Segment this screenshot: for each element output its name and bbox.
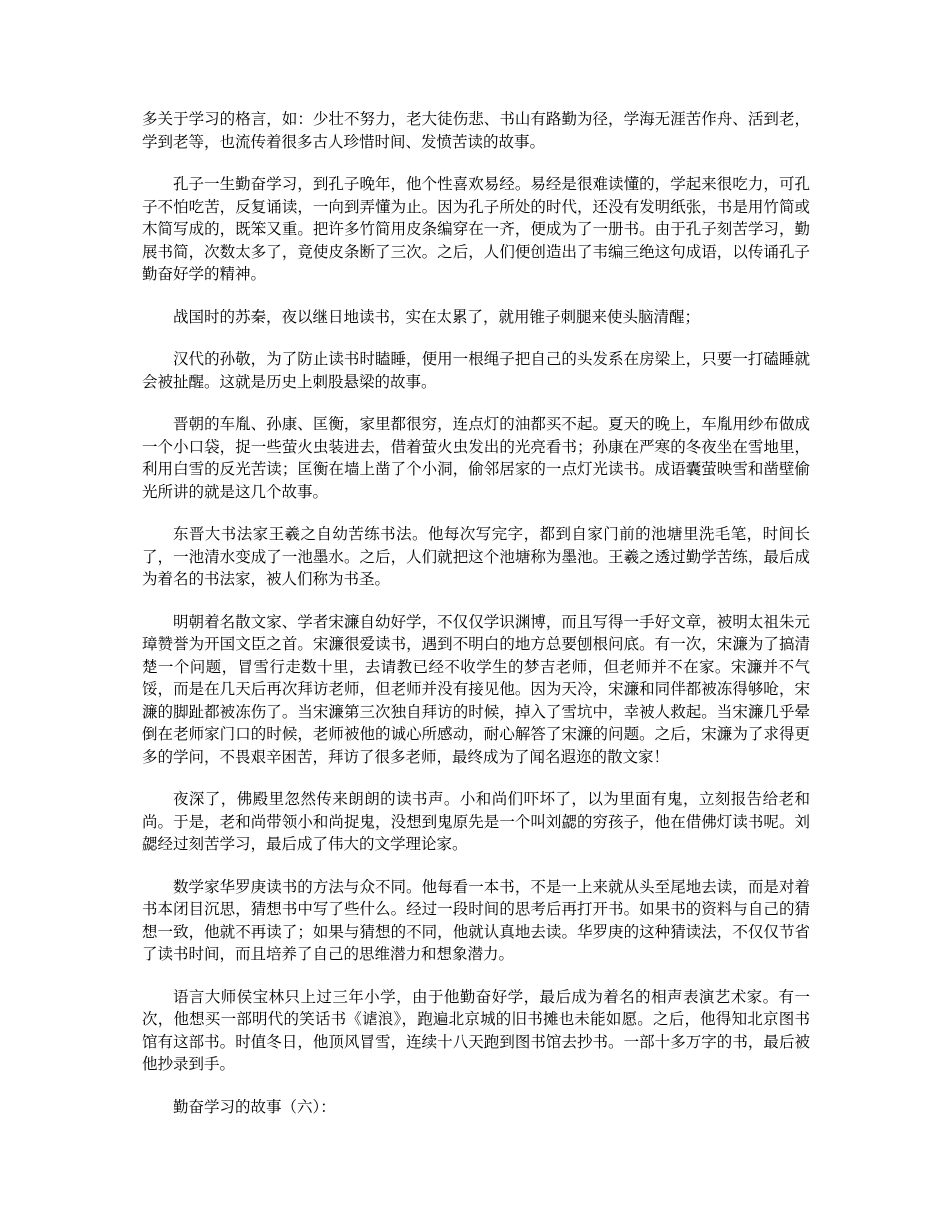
paragraph-liu-xie: 夜深了，佛殿里忽然传来朗朗的读书声。小和尚们吓坏了，以为里面有鬼，立刻报告给老和尚。于是，老和尚带领小和尚捉鬼，没想到鬼原先是一个叫刘勰的穷孩子，他在借佛灯读书呢。刘勰经过刻苦学习，最后成了伟大的文学理论家。 [142,790,810,853]
document-page [142,108,810,1138]
paragraph-su-qin: 战国时的苏秦，夜以继日地读书，实在太累了，就用锥子刺腿来使头脑清醒； [173,307,701,326]
paragraph-hua-luogeng: 数学家华罗庚读书的方法与众不同。他每看一本书，不是一上来就从头至尾地去读，而是对着书本闭目沉思，猜想书中写了些什么。经过一段时间的思考后再打开书。如果书的资料与自己的猜想一致，他就不再读了；如果与猜想的不同，他就认真地去读。华罗庚的这种猜读法，不仅仅节省了读书时间，而且培养了自己的思维潜力和想象潜力。 [142,877,810,963]
paragraph-song-lian: 明朝着名散文家、学者宋濂自幼好学，不仅仅学识渊博，而且写得一手好文章，被明太祖朱元璋赞誉为开国文臣之首。宋濂很爱读书，遇到不明白的地方总要刨根问底。有一次，宋濂为了搞清楚一个问题，冒雪行走数十里，去请教已经不收学生的梦吉老师，但老师并不在家。宋濂并不气馁，而是在几天后再次拜访老师，但老师并没有接见他。因为天冷，宋濂和同伴都被冻得够呛，宋濂的脚趾都被冻伤了。当宋濂第三次独自拜访的时候，掉入了雪坑中，幸被人救起。当宋濂几乎晕倒在老师家门口的时候，老师被他的诚心所感动，耐心解答了宋濂的问题。之后，宋濂为了求得更多的学问，不畏艰辛困苦，拜访了很多老师，最终成为了闻名遐迩的散文家！ [142,612,810,766]
paragraph-hou-baolin: 语言大师侯宝林只上过三年小学，由于他勤奋好学，最后成为着名的相声表演艺术家。有一次，他想买一部明代的笑话书《谑浪》，跑遍北京城的旧书摊也未能如愿。之后，他得知北京图书馆有这部书。时值冬日，他顶风冒雪，连续十八天跑到图书馆去抄书。一部十多万字的书，最后被他抄录到手。 [142,987,810,1073]
paragraph-confucius: 孔子一生勤奋学习，到孔子晚年，他个性喜欢易经。易经是很难读懂的，学起来很吃力，可孔子不怕吃苦，反复诵读，一向到弄懂为止。因为孔子所处的时代，还没有发明纸张，书是用竹简或木简写成的，既笨又重。把许多竹简用皮条编穿在一齐，便成为了一册书。由于孔子刻苦学习，勤展书简，次数太多了，竟使皮条断了三次。之后，人们便创造出了韦编三绝这句成语，以传诵孔子勤奋好学的精神。 [142,175,810,283]
section-heading-part-six: 勤奋学习的故事（六）： [173,1097,336,1116]
paragraph-intro-continued: 多关于学习的格言，如：少壮不努力，老大徒伤悲、书山有路勤为径，学海无涯苦作舟、活到老，学到老等，也流传着很多古人珍惜时间、发愤苦读的故事。 [142,110,810,151]
paragraph-che-yin-sun-kang-kuang-heng: 晋朝的车胤、孙康、匡衡，家里都很穷，连点灯的油都买不起。夏天的晚上，车胤用纱布做成一个小口袋，捉一些萤火虫装进去，借着萤火虫发出的光亮看书；孙康在严寒的冬夜坐在雪地里，利用白雪的反光苦读；匡衡在墙上凿了个小洞，偷邻居家的一点灯光读书。成语囊萤映雪和凿壁偷光所讲的就是这几个故事。 [142,415,810,501]
paragraph-wang-xizhi: 东晋大书法家王羲之自幼苦练书法。他每次写完字，都到自家门前的池塘里洗毛笔，时间长了，一池清水变成了一池墨水。之后，人们就把这个池塘称为墨池。王羲之透过勤学苦练，最后成为着名的书法家，被人们称为书圣。 [142,525,810,588]
paragraph-sun-jing: 汉代的孙敬，为了防止读书时瞌睡，便用一根绳子把自己的头发系在房梁上，只要一打磕睡就会被扯醒。这就是历史上刺股悬梁的故事。 [142,350,810,391]
